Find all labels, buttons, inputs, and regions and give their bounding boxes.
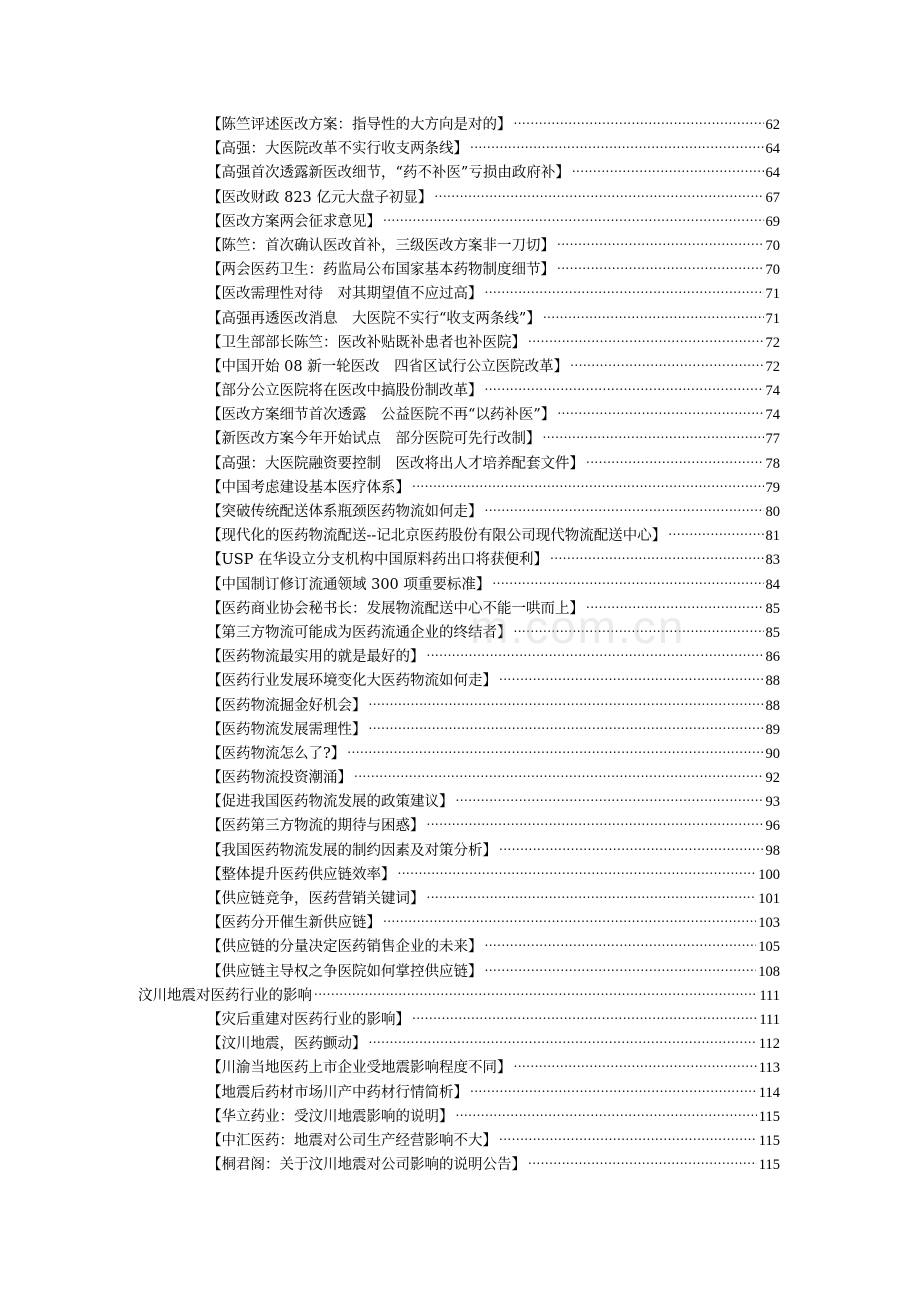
toc-entry-title: 【中国考虑建设基本医疗体系】: [207, 479, 410, 496]
toc-entry[interactable]: [0, 331, 920, 355]
toc-page-number: 115: [758, 1157, 780, 1174]
toc-page-number: 101: [758, 891, 780, 907]
toc-entry[interactable]: [0, 1081, 920, 1105]
toc-dot-leader: [557, 236, 764, 250]
toc-page-number: 71: [765, 310, 780, 327]
toc-entry-title: 【医药物流发展需理性】: [207, 721, 367, 738]
toc-page-number: 71: [765, 286, 780, 303]
toc-entry[interactable]: [0, 935, 920, 959]
toc-dot-leader: [314, 986, 757, 1000]
toc-entry[interactable]: [0, 814, 920, 838]
toc-page-number: 79: [765, 479, 780, 496]
toc-dot-leader: [485, 381, 764, 395]
toc-entry[interactable]: [0, 524, 920, 548]
toc-entry[interactable]: [0, 887, 920, 911]
toc-dot-leader: [427, 889, 757, 903]
toc-entry[interactable]: [0, 282, 920, 306]
toc-entry-title: 【川渝当地医药上市企业受地震影响程度不同】: [207, 1060, 512, 1077]
toc-dot-leader: [528, 333, 764, 347]
table-of-contents: [0, 113, 920, 1177]
toc-page-number: 115: [758, 1108, 780, 1125]
toc-page-number: 62: [765, 117, 780, 133]
toc-page-number: 111: [759, 1011, 780, 1028]
toc-page-number: 92: [765, 770, 780, 787]
toc-entry-title: 【医药物流最实用的就是最好的】: [207, 649, 425, 666]
toc-page-number: 103: [758, 915, 780, 932]
toc-page-number: 98: [765, 842, 780, 859]
toc-entry-title: 【华立药业：受汶川地震影响的说明】: [207, 1108, 454, 1125]
toc-entry-title: 【中汇医药：地震对公司生产经营影响不大】: [207, 1132, 497, 1149]
toc-entry-title: 【汶川地震，医药颤动】: [207, 1036, 367, 1053]
toc-page-number: 74: [765, 407, 780, 424]
toc-entry[interactable]: [0, 210, 920, 234]
toc-entry[interactable]: [0, 427, 920, 451]
toc-entry[interactable]: [0, 839, 920, 863]
toc-entry-title: 汶川地震对医药行业的影响: [138, 987, 312, 1004]
toc-entry-title: 【供应链的分量决定医药销售企业的未来】: [207, 939, 483, 956]
toc-entry[interactable]: [0, 960, 920, 984]
toc-entry-title: 【突破传统配送体系瓶颈医药物流如何走】: [207, 504, 483, 520]
toc-page-number: 88: [765, 697, 780, 714]
toc-dot-leader: [383, 212, 764, 226]
toc-dot-leader: [557, 260, 764, 274]
toc-entry[interactable]: [0, 403, 920, 427]
toc-entry-title: 【高强再透医改消息 大医院不实行“收支两条线”】: [207, 310, 541, 327]
toc-entry-title: 【第三方物流可能成为医药流通企业的终结者】: [207, 624, 512, 641]
toc-entry-title: 【高强：大医院融资要控制 医改将出人才培养配套文件】: [207, 455, 584, 472]
toc-entry[interactable]: [0, 573, 920, 597]
toc-page-number: 64: [765, 165, 780, 182]
toc-page-number: 96: [765, 818, 780, 835]
toc-entry-title: 【中国开始 08 新一轮医改 四省区试行公立医院改革】: [207, 358, 569, 375]
toc-entry-title: 【医改财政 823 亿元大盘子初显】: [207, 189, 433, 206]
toc-page-number: 64: [765, 141, 780, 158]
toc-entry-title: 【供应链主导权之争医院如何掌控供应链】: [207, 963, 483, 980]
toc-entry-title: 【医药物流怎么了?】: [207, 745, 346, 762]
toc-entry[interactable]: [0, 1008, 920, 1032]
toc-entry-title: 【中国制订修订流通领域 300 项重要标准】: [207, 576, 491, 593]
toc-dot-leader: [514, 115, 764, 129]
toc-dot-leader: [347, 744, 763, 758]
toc-entry[interactable]: [0, 911, 920, 935]
toc-dot-leader: [550, 550, 763, 564]
toc-dot-leader: [499, 1131, 757, 1145]
toc-dot-leader: [543, 309, 764, 323]
toc-page-number: 84: [765, 576, 780, 593]
toc-entry-title: 【地震后药材市场川产中药材行情简析】: [207, 1084, 468, 1101]
toc-dot-leader: [492, 575, 763, 589]
toc-entry[interactable]: [0, 500, 920, 524]
toc-entry[interactable]: [0, 863, 920, 887]
toc-dot-leader: [470, 139, 764, 153]
toc-dot-leader: [398, 865, 757, 879]
toc-entry-title: 【桐君阁：关于汶川地震对公司影响的说明公告】: [207, 1157, 526, 1174]
toc-entry-title: 【现代化的医药物流配送--记北京医药股份有限公司现代物流配送中心】: [207, 528, 667, 545]
watermark: m.com.cn: [470, 601, 686, 653]
toc-dot-leader: [586, 454, 764, 468]
toc-dot-leader: [383, 913, 756, 927]
toc-entry-title: 【部分公立医院将在医改中搞股份制改革】: [207, 383, 483, 400]
toc-page-number: 83: [765, 552, 780, 569]
toc-entry-title: 【卫生部部长陈竺：医改补贴既补患者也补医院】: [207, 334, 526, 351]
toc-entry[interactable]: [0, 379, 920, 403]
toc-page-number: 93: [765, 794, 780, 811]
toc-entry[interactable]: [0, 766, 920, 790]
toc-dot-leader: [369, 720, 764, 734]
toc-page-number: 69: [765, 213, 780, 230]
toc-page-number: 77: [765, 431, 780, 448]
toc-page-number: 72: [765, 334, 780, 351]
toc-entry[interactable]: [0, 186, 920, 210]
toc-entry-title: 【新医改方案今年开始试点 部分医院可先行改制】: [207, 431, 541, 448]
toc-dot-leader: [369, 696, 764, 710]
toc-dot-leader: [412, 1010, 757, 1024]
toc-entry[interactable]: [0, 669, 920, 693]
toc-entry[interactable]: [0, 718, 920, 742]
toc-page-number: 80: [765, 504, 780, 520]
toc-entry[interactable]: [0, 476, 920, 500]
toc-dot-leader: [427, 816, 764, 830]
toc-page-number: 108: [758, 963, 780, 980]
toc-dot-leader: [570, 357, 763, 371]
toc-entry-title: 【供应链竞争，医药营销关键词】: [207, 891, 425, 907]
toc-page-number: 114: [758, 1084, 780, 1101]
toc-page-number: 115: [758, 1132, 780, 1149]
toc-dot-leader: [456, 1107, 757, 1121]
toc-dot-leader: [528, 1155, 757, 1169]
toc-dot-leader: [514, 1058, 757, 1072]
toc-dot-leader: [485, 962, 757, 976]
toc-entry-title: 【医药物流投资潮涌】: [207, 770, 352, 787]
toc-dot-leader: [354, 768, 764, 782]
toc-entry-title: 【两会医药卫生：药监局公布国家基本药物制度细节】: [207, 262, 555, 279]
toc-dot-leader: [557, 405, 763, 419]
toc-entry[interactable]: [0, 452, 920, 476]
toc-entry[interactable]: [0, 1056, 920, 1080]
toc-entry-title: 【医药第三方物流的期待与困惑】: [207, 818, 425, 835]
toc-page-number: 88: [765, 673, 780, 690]
toc-entry-title: 【医药行业发展环境变化大医药物流如何走】: [207, 673, 497, 690]
toc-entry[interactable]: [0, 258, 920, 282]
toc-entry-title: 【医改需理性对待 对其期望值不应过高】: [207, 286, 483, 303]
toc-entry-title: 【陈竺：首次确认医改首补，三级医改方案非一刀切】: [207, 237, 555, 254]
toc-dot-leader: [499, 841, 764, 855]
toc-page-number: 111: [759, 987, 780, 1004]
toc-entry-title: 【促进我国医药物流发展的政策建议】: [207, 794, 454, 811]
toc-page-number: 113: [758, 1060, 780, 1077]
toc-dot-leader: [412, 478, 764, 492]
toc-entry[interactable]: [0, 1105, 920, 1129]
toc-entry-title: 【我国医药物流发展的制约因素及对策分析】: [207, 842, 497, 859]
toc-dot-leader: [369, 1034, 757, 1048]
toc-page-number: 100: [758, 866, 780, 883]
toc-page-number: 67: [765, 189, 780, 206]
toc-entry-title: 【高强首次透露新医改细节，“药不补医”亏损由政府补】: [207, 165, 570, 182]
toc-entry[interactable]: [0, 307, 920, 331]
toc-entry-title: 【医改方案细节首次透露 公益医院不再“以药补医”】: [207, 407, 556, 424]
toc-dot-leader: [456, 792, 764, 806]
toc-section-heading[interactable]: [0, 984, 920, 1008]
toc-entry[interactable]: [0, 355, 920, 379]
toc-page-number: 85: [765, 624, 780, 641]
toc-page-number: 105: [758, 939, 780, 956]
toc-entry-title: 【医改方案两会征求意见】: [207, 213, 381, 230]
toc-dot-leader: [485, 937, 757, 951]
toc-page-number: 86: [765, 649, 780, 666]
toc-entry[interactable]: [0, 548, 920, 572]
toc-entry[interactable]: [0, 621, 920, 645]
toc-entry-title: 【陈竺评述医改方案：指导性的大方向是对的】: [207, 117, 512, 133]
toc-entry-title: 【医药物流掘金好机会】: [207, 697, 367, 714]
toc-dot-leader: [434, 188, 763, 202]
toc-dot-leader: [543, 429, 764, 443]
toc-page-number: 112: [758, 1036, 780, 1053]
toc-entry[interactable]: [0, 645, 920, 669]
toc-page-number: 70: [765, 237, 780, 254]
toc-entry[interactable]: [0, 790, 920, 814]
toc-page-number: 74: [765, 383, 780, 400]
toc-entry-title: 【灾后重建对医药行业的影响】: [207, 1011, 410, 1028]
toc-dot-leader: [470, 1083, 757, 1097]
toc-dot-leader: [572, 163, 764, 177]
toc-page-number: 85: [765, 600, 780, 617]
toc-entry[interactable]: [0, 694, 920, 718]
toc-entry[interactable]: [0, 161, 920, 185]
toc-entry[interactable]: [0, 1129, 920, 1153]
toc-page-number: 81: [765, 528, 780, 545]
toc-entry[interactable]: [0, 597, 920, 621]
toc-page-number: 72: [765, 358, 780, 375]
toc-dot-leader: [499, 671, 764, 685]
toc-entry[interactable]: [0, 1153, 920, 1177]
toc-entry[interactable]: [0, 113, 920, 137]
toc-entry[interactable]: [0, 137, 920, 161]
toc-entry[interactable]: [0, 234, 920, 258]
toc-entry-title: 【整体提升医药供应链效率】: [207, 866, 396, 883]
toc-dot-leader: [668, 526, 763, 540]
toc-page-number: 78: [765, 455, 780, 472]
toc-entry-title: 【医药商业协会秘书长：发展物流配送中心不能一哄而上】: [207, 600, 584, 617]
toc-page-number: 89: [765, 721, 780, 738]
toc-entry[interactable]: [0, 742, 920, 766]
toc-entry-title: 【高强：大医院改革不实行收支两条线】: [207, 141, 468, 158]
toc-page-number: 70: [765, 262, 780, 279]
toc-entry[interactable]: [0, 1032, 920, 1056]
toc-entry-title: 【USP 在华设立分支机构中国原料药出口将获便利】: [207, 552, 549, 569]
toc-dot-leader: [485, 502, 764, 516]
toc-dot-leader: [485, 284, 764, 298]
toc-page-number: 90: [765, 745, 780, 762]
toc-entry-title: 【医药分开催生新供应链】: [207, 915, 381, 932]
